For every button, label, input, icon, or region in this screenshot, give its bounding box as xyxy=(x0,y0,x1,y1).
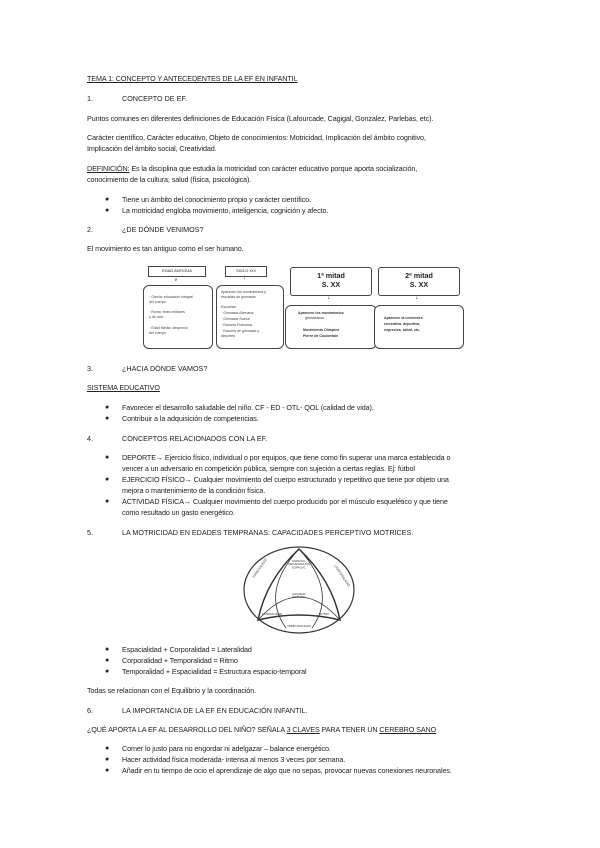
box3-line: Pierre de Coubertain xyxy=(303,334,339,338)
bullet-icon: ● xyxy=(105,476,110,483)
label-top xyxy=(288,559,310,569)
box2-line: escuelas de gimnasia xyxy=(221,295,256,299)
box2-tag: SIGLO XIX xyxy=(225,266,267,277)
section-2-paragraph: El movimiento es tan antiguo como el ser humano. xyxy=(87,244,244,253)
box2-line: · Gimnasia Sueca xyxy=(221,317,250,321)
box2-line: · Escuela Francesa xyxy=(221,323,252,327)
box2-line: deportes xyxy=(221,334,235,338)
arrow-down-icon: ∨ xyxy=(174,277,178,283)
list-item: DEPORTE→ Ejercicio físico, individual o por equipos, que tiene como fin superar una marca establecida o xyxy=(122,453,451,462)
box3-title-1: 1ª mitad xyxy=(317,271,345,280)
list-item: Contribuir a la adquisición de competencias. xyxy=(122,414,259,423)
definition-label: DEFINICIÓN: xyxy=(87,164,130,173)
section-3-number: 3. xyxy=(87,364,93,373)
list-item: Temporalidad + Espacialidad = Estructura espacio-temporal xyxy=(122,667,307,676)
arrow-down-icon: ↓ xyxy=(415,294,419,301)
section-6-question xyxy=(87,725,436,734)
box1-tag: EDAD ANTIGUA xyxy=(148,266,206,277)
question-part-2: PARA TENER UN xyxy=(319,725,380,734)
label-center-2: CORPORAL xyxy=(291,596,307,599)
bullet-icon: ● xyxy=(105,646,110,653)
bullet-icon: ● xyxy=(105,207,110,214)
list-item: Corporalidad + Temporalidad = Ritmo xyxy=(122,656,238,665)
arrow-down-icon: ↓ xyxy=(327,294,331,301)
section-1-number: 1. xyxy=(87,94,93,103)
box1-line: · Edad Media: desprecio xyxy=(149,326,188,330)
list-item: Tiene un ámbito del conocimiento propio y carácter científico. xyxy=(122,195,311,204)
label-bottom: TEMPORALIDAD xyxy=(287,624,311,628)
label-bottom-left: LATERALIDAD xyxy=(261,612,283,616)
section-6-number: 6. xyxy=(87,706,93,715)
section-5-paragraph: Todas se relacionan con el Equilibrio y la coordinación. xyxy=(87,686,256,695)
question-keys: 3 CLAVES xyxy=(286,725,320,734)
list-item: EJERCICIO FÍSICO→ Cualquier movimiento del cuerpo estructurado y repetitivo que tiene por objeto una xyxy=(122,475,449,484)
box3-line: Movimiento Olímpico xyxy=(303,328,340,332)
history-box-4 xyxy=(374,305,464,349)
section-4-number: 4. xyxy=(87,434,93,443)
list-item-cont: como resultado un gasto energético. xyxy=(122,508,235,517)
bullet-icon: ● xyxy=(105,454,110,461)
label-top-2: ORGANIZACIÓN xyxy=(288,562,310,567)
definition-text: Es la disciplina que estudia la motricidad con carácter educativo porque aporta socialización, xyxy=(129,164,418,173)
bullet-icon: ● xyxy=(105,404,110,411)
box4-line: expresiva, salud, etc. xyxy=(384,328,421,332)
list-item: Favorecer el desarrollo saludable del niño. CF - ED - OTL- QOL (calidad de vida). xyxy=(122,403,374,412)
section-3-subheading: SISTEMA EDUCATIVO xyxy=(87,383,160,392)
list-item: Hacer actividad física moderada- intensa al menos 3 veces por semana. xyxy=(122,755,346,764)
bullet-icon: ● xyxy=(105,415,110,422)
label-top-1: ESPACIO- xyxy=(292,559,306,563)
box3-line: gimnásticos xyxy=(305,316,324,320)
section-2-heading: ¿DE DÓNDE VENIMOS? xyxy=(122,225,204,234)
box4-title-2: S. XX xyxy=(409,280,429,289)
definition-line-1 xyxy=(87,164,417,173)
box2-line: · Gimnasia Alemana xyxy=(221,311,254,315)
box3-title-2: S. XX xyxy=(321,280,341,289)
box4-line: recreativa, deportiva, xyxy=(384,322,421,326)
list-item-cont: mejora o mantenimiento de la condición física. xyxy=(122,486,266,495)
bullet-icon: ● xyxy=(105,498,110,505)
list-item: Comer lo justo para no engordar ni adelgazar – balance energético. xyxy=(122,744,331,753)
list-item: La motricidad engloba movimiento, inteligencia, cognición y afecto. xyxy=(122,206,329,215)
section-2-number: 2. xyxy=(87,225,93,234)
box2-line: Aparecen los movimientos y xyxy=(221,290,266,294)
bullet-icon: ● xyxy=(105,756,110,763)
definition-line-2: conocimiento de la cultura, salud (física, psicológica). xyxy=(87,175,252,184)
section-3-heading: ¿HACIA DÓNDE VAMOS? xyxy=(122,364,208,373)
perceptive-motor-diagram xyxy=(240,544,358,636)
bullet-icon: ● xyxy=(105,657,110,664)
bullet-icon: ● xyxy=(105,745,110,752)
page-title: TEMA 1: CONCEPTO Y ANTECEDENTES DE LA EF EN INFANTIL xyxy=(87,74,298,83)
question-brain: CEREBRO SANO xyxy=(379,725,437,734)
label-top-3: ESPACIAL xyxy=(292,565,306,570)
box4-title-1: 2ª mitad xyxy=(405,271,433,280)
box1-line: · Roma: fines militares xyxy=(149,310,185,314)
section-5-heading: LA MOTRICIDAD EN EDADES TEMPRANAS: CAPACIDADES PERCEPTIVO MOTRICES. xyxy=(122,528,414,537)
section-5-number: 5. xyxy=(87,528,93,537)
box1-line: del cuerpo xyxy=(149,300,166,304)
box2-line: Escuelas: xyxy=(221,305,237,309)
label-center xyxy=(292,592,307,599)
box1-line: y de ocio xyxy=(149,315,164,319)
bullet-icon: ● xyxy=(105,767,110,774)
section-6-heading: LA IMPORTANCIA DE LA EF EN EDUCACIÓN INFANTIL. xyxy=(122,706,308,715)
label-left: ESPACIALIDAD xyxy=(251,557,268,579)
section-1-paragraph-2b: Implicación del ámbito social, Creatividad. xyxy=(87,144,217,153)
list-item: Añadir en tu tiempo de ocio el aprendizaje de algo que no sepas, provocar nuevas conexiones neuronales. xyxy=(122,766,452,775)
section-1-heading: CONCEPTO DE EF. xyxy=(122,94,187,103)
list-item: ACTIVIDAD FÍSICA→ Cualquier movimiento del cuerpo producido por el músculo esquelético y que tiene xyxy=(122,497,448,506)
list-item: Espacialidad + Corporalidad = Lateralidad xyxy=(122,645,252,654)
label-center-1: ESQUEMA xyxy=(292,593,306,596)
box1-line: del cuerpo xyxy=(149,331,166,335)
section-4-heading: CONCEPTOS RELACIONADOS CON LA EF. xyxy=(122,434,268,443)
question-part-1: ¿QUÉ APORTA LA EF AL DESARROLLO DEL NIÑO? SEÑALA xyxy=(87,725,287,734)
list-item-cont: vencer a un adversario en competición pública, siempre con sujeción a ciertas reglas. Ej: fútbol xyxy=(122,464,415,473)
box4-line: Aparecen la corrientes xyxy=(384,316,423,320)
section-1-paragraph-1: Puntos comunes en diferentes definiciones de Educación Física (Lafourcade, Cagigal, Gonzalez, Parlebas, etc). xyxy=(87,114,434,123)
label-right: CORPORALIDAD xyxy=(333,564,352,588)
box3-line: Aparecen los movimientos xyxy=(298,311,344,315)
label-bottom-right: RITMO xyxy=(319,612,329,616)
section-1-paragraph-2a: Carácter científico, Carácter educativo, Objeto de conocimientos: Motricidad, Implicación del ámbito cognitivo, xyxy=(87,133,426,142)
arrow-down-icon: ↓ xyxy=(243,275,246,281)
box1-line: · Grecia: educación integral xyxy=(149,295,193,299)
bullet-icon: ● xyxy=(105,668,110,675)
box2-line: · Escuela de gimnasia y xyxy=(221,329,260,333)
inner-arc-bottom xyxy=(258,597,340,620)
bullet-icon: ● xyxy=(105,196,110,203)
